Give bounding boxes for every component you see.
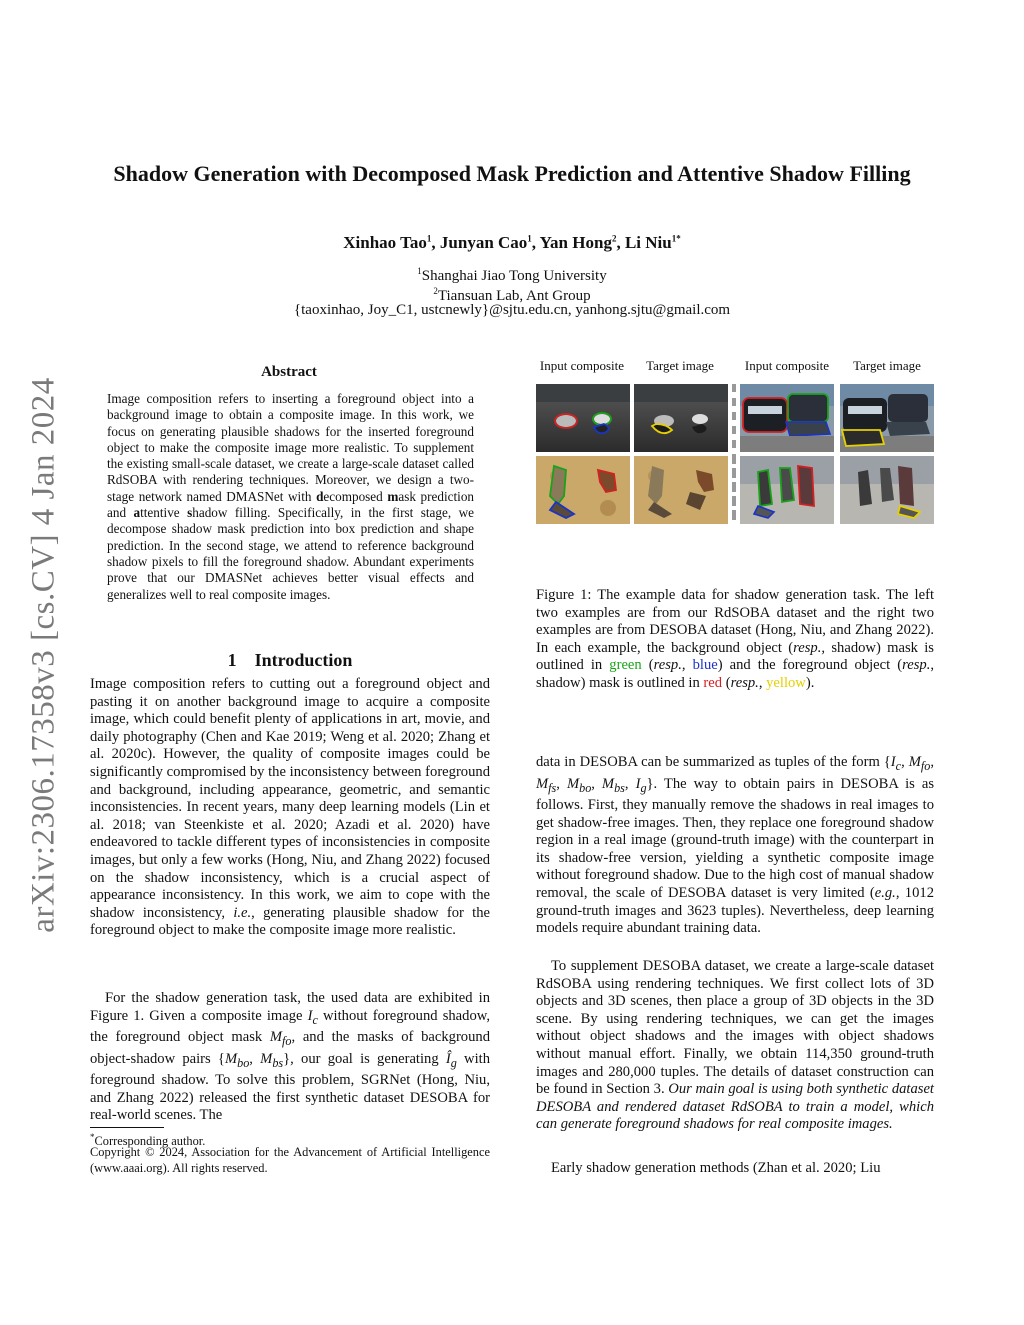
rdsoba-composite-animals — [536, 456, 630, 524]
rdsoba-target-animals — [634, 456, 728, 524]
right-paragraph-1: data in DESOBA can be summarized as tuples of the form {$I_c$, $M_{fo}$, $M_{fs}$, $M_{bo}$, $M_{bs}$, $I_g$}. The way to obtain pairs in DESOBA is as follows. First, they manually remove the shadows in real images to get shadow-free images. Then, they replace one foreground shadow region in a real image (ground-truth image) with the counterpart in its shadow-free version, yielding a synthetic composite image without foreground shadow. Due to the high cost of manual shadow removal, the scale of DESOBA dataset is very limited (e.g., 1012 ground-truth images and 3623 tuples). Nevertheless, deep learning models require abundant training data. — [536, 754, 935, 937]
desoba-composite-people — [740, 456, 834, 524]
rdsoba-composite-cars — [536, 384, 630, 452]
paper-title: Shadow Generation with Decomposed Mask Prediction and Attentive Shadow Filling — [113, 161, 911, 186]
footnote: *Corresponding author. — [90, 1132, 206, 1149]
desoba-target-people — [840, 456, 934, 524]
figure-divider — [732, 456, 736, 524]
arxiv-side-stamp — [22, 350, 66, 960]
author-list: Xinhao Tao$^1$, Junyan Cao$^1$, Yan Hong$^2$, Li Niu$^{1*}$ — [343, 233, 681, 252]
abstract-heading: Abstract — [261, 364, 317, 380]
affiliation-1: $^1$Shanghai Jiao Tong University — [417, 266, 607, 284]
figure-1-caption: Figure 1: The example data for shadow generation task. The left two examples are from our RdSOBA dataset and the right two examples are from DESOBA dataset (Hong, Niu, and Zhang 2022). In each example, the background object (resp., shadow) mask is outlined in green (resp., blue) and the foreground object (resp., shadow) mask is outlined in red (resp., yellow). — [536, 587, 935, 691]
desoba-target-police-car — [840, 384, 934, 452]
right-paragraph-2: To supplement DESOBA dataset, we create a large-scale dataset RdSOBA using rendering techniques. We first collect lots of 3D objects and 3D scenes, then place a group of 3D objects in the 3D scene. By using rendering techniques, we can get the images without object shadows and the images with object shadows without manual effort. Finally, we obtain 114,350 ground-truth images and 280,000 tuples. The details of dataset construction can be found in Section 3. Our main goal is using both synthetic dataset DESOBA and rendered dataset RdSOBA to train a model, which can generate foreground shadows for real composite images. — [536, 958, 934, 1133]
intro-paragraph-1: Image composition refers to cutting out a foreground object and pasting it on another background image to acquire a composite image, which could benefit plenty of applications in art, movie, and daily photography (Chen and Kae 2019; Weng et al. 2020; Zhang et al. 2020c). However, the quality of composite images could be significantly compromised by the inconsistency between foreground and background, including appearance, geometric, and semantic inconsistencies. In recent years, many deep learning models (Lin et al. 2018; van Steenkiste et al. 2020; Azadi et al. 2020) have endeavored to tackle different types of inconsistencies in composite images, but only a few works (Hong, Niu, and Zhang 2022) focused on the shadow inconsistency, which is a crucial aspect of appearance inconsistency. In this work, we aim to cope with the shadow inconsistency, i.e., generating plausible shadow for the foreground object to make the composite image more realistic. — [90, 676, 490, 939]
copyright-notice: Copyright © 2024, Association for the Advancement of Artificial Intelligence (www.aaai.org). All rights reserved. — [90, 1145, 490, 1175]
footnote-rule — [90, 1127, 164, 1128]
panel-label: Target image — [853, 358, 921, 373]
figure-1 — [534, 358, 936, 576]
intro-paragraph-2: For the shadow generation task, the used data are exhibited in Figure 1. Given a composite image $I_c$ without foreground shadow, the foreground object mask $M_{fo}$, and the masks of background object-shadow pairs {$M_{bo}$, $M_{bs}$}, our goal is generating $Î_g$ with foreground shadow. To solve this problem, SGRNet (Hong, Niu, and Zhang 2022) released the first synthetic dataset DESOBA for real-world scenes. The — [90, 990, 491, 1124]
panel-label: Target image — [646, 358, 714, 373]
author-emails: {taoxinhao, Joy_C1, ustcnewly}@sjtu.edu.cn, yanhong.sjtu@gmail.com — [293, 302, 731, 318]
right-paragraph-3: Early shadow generation methods (Zhan et al. 2020; Liu — [551, 1160, 881, 1176]
panel-label: Input composite — [744, 358, 830, 373]
section-heading: 1 Introduction — [227, 650, 353, 670]
rdsoba-target-cars — [634, 384, 728, 452]
affiliation-2: $^2$Tiansuan Lab, Ant Group — [433, 286, 591, 304]
arxiv-stamp-text: arXiv:2306.17358v3 [cs.CV] 4 Jan 2024 — [25, 377, 62, 933]
panel-label: Input composite — [539, 358, 625, 373]
abstract-body: Image composition refers to inserting a foreground object into a background image to obtain a composite image. In this work, we focus on generating plausible shadows for the inserted foreground object to make the composite image more realistic. To supplement the existing small-scale dataset, we create a large-scale dataset called RdSOBA with rendering techniques. Moreover, we design a two-stage network named DMASNet with decomposed mask prediction and attentive shadow filling. Specifically, in the first stage, we decompose shadow mask prediction into box prediction and shape prediction. In the second stage, we attend to reference background shadow pixels to fill the foreground shadow. Abundant experiments prove that our DMASNet achieves better visual effects and generalizes well to real composite images. — [107, 391, 475, 602]
desoba-composite-police-car — [740, 384, 834, 452]
